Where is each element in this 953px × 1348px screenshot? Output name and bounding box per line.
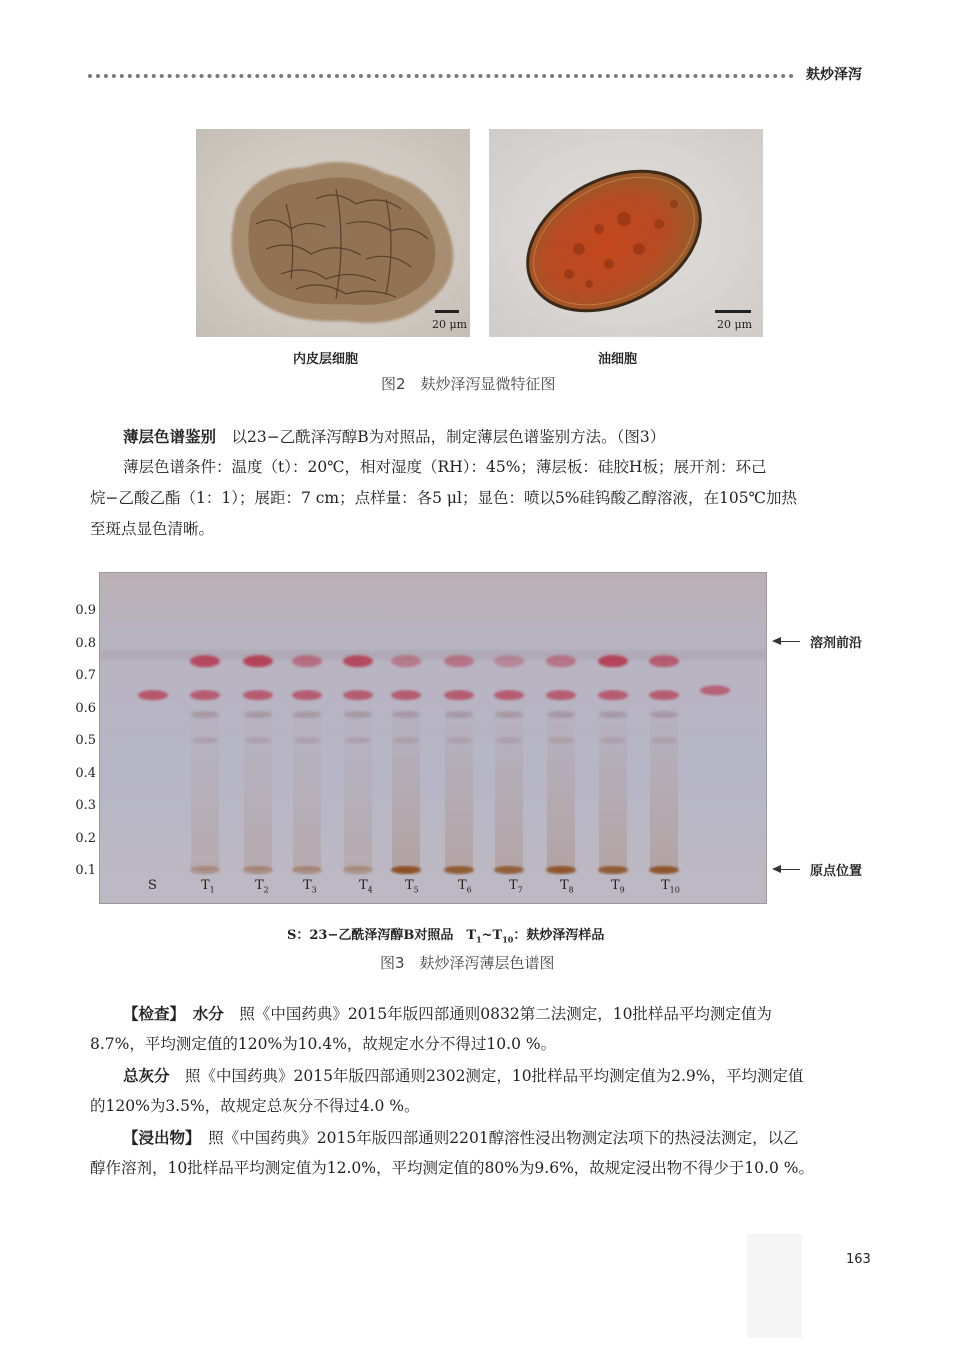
lane-smear (392, 708, 420, 870)
spot-upper (292, 655, 322, 667)
figure3-legend (287, 924, 604, 945)
spot-origin (292, 866, 322, 874)
spot-faint (293, 711, 321, 718)
spot-reference-right (700, 685, 730, 695)
spot-middle (649, 690, 679, 700)
spot-faint (445, 711, 473, 718)
spot-origin (598, 866, 628, 874)
micrograph-oil-cell (489, 129, 763, 337)
spot-middle (243, 690, 273, 700)
rf-tick: 0.6 (75, 701, 96, 716)
spot-origin (494, 866, 524, 874)
figure2-caption: 图2 麸炒泽泻显微特征图 (381, 375, 556, 393)
spot-faint (495, 711, 523, 718)
running-title: 麸炒泽泻 (806, 67, 862, 83)
extract-line1: 【浸出物】 照《中国药典》2015年版四部通则2201醇溶性浸出物测定法项下的热浸法测定，以乙 (123, 1128, 799, 1147)
tlc-intro-paragraph (90, 421, 866, 453)
spot-faint (599, 711, 627, 718)
lane-label-t2: $T_2$ (255, 878, 269, 895)
rf-tick: 0.2 (75, 831, 96, 846)
micrograph-endodermis (196, 129, 470, 337)
extract-heading: 【浸出物】 (123, 1128, 193, 1147)
spot-origin (546, 866, 576, 874)
spot-origin (391, 866, 421, 874)
lane-label-t4: $T_4$ (359, 878, 373, 895)
spot-upper (598, 655, 628, 667)
spot-middle (494, 690, 524, 700)
lane-label-t9: $T_9$ (611, 878, 625, 895)
spot-faint (393, 738, 419, 744)
spot-faint (392, 711, 420, 718)
spot-upper (444, 655, 474, 667)
spot-faint (548, 738, 574, 744)
lane-label-t5: $T_5$ (405, 878, 419, 895)
spot-middle (190, 690, 220, 700)
inspection-water-line1: 【检查】 水分 照《中国药典》2015年版四部通则0832第二法测定，10批样品平均测定值为 (123, 1004, 772, 1023)
lane-smear (191, 708, 219, 870)
inspection-ash-line1: 总灰分 照《中国药典》2015年版四部通则2302测定，10批样品平均测定值为2.9%，平均测定值 (123, 1066, 804, 1085)
tlc-intro: 以23−乙酰泽泻醇B为对照品，制定薄层色谱鉴别方法。（图3） (231, 428, 666, 446)
spot-faint (345, 738, 371, 744)
spot-origin (190, 866, 220, 874)
image-label-oil-cell: 油细胞 (598, 352, 638, 367)
extract-line2: 醇作溶剂，10批样品平均测定值为12.0%，平均测定值的80%为9.6%，故规定浸出物不得少于10.0 %。 (90, 1159, 814, 1177)
page-tab-shade (747, 1234, 802, 1338)
spot-faint (244, 711, 272, 718)
rf-tick: 0.3 (75, 798, 96, 813)
lane-smear (650, 708, 678, 870)
rf-tick: 0.5 (75, 733, 96, 748)
scale-bar (435, 310, 459, 313)
origin-label: 原点位置 (810, 864, 863, 879)
spot-origin (649, 866, 679, 874)
rf-tick: 0.1 (75, 863, 96, 878)
spot-middle (444, 690, 474, 700)
inspection-water-line2: 8.7%，平均测定值的120%为10.4%，故规定水分不得过10.0 %。 (90, 1035, 557, 1053)
spot-faint (496, 738, 522, 744)
spot-faint (344, 711, 372, 718)
spot-middle (598, 690, 628, 700)
spot-upper (546, 655, 576, 667)
lane-smear (344, 708, 372, 870)
origin-arrow-line (778, 869, 800, 870)
spot-middle (343, 690, 373, 700)
endodermis-cell-drawing (196, 129, 470, 337)
spot-faint (245, 738, 271, 744)
ash-heading: 总灰分 (123, 1066, 170, 1085)
image-label-endodermis: 内皮层细胞 (293, 352, 359, 367)
lane-smear (547, 708, 575, 870)
rf-tick: 0.8 (75, 636, 96, 651)
spot-upper (243, 655, 273, 667)
lane-label-t1: $T_1$ (201, 878, 215, 895)
spot-middle (292, 690, 322, 700)
rf-tick: 0.7 (75, 668, 96, 683)
lane-label-t6: $T_6$ (458, 878, 472, 895)
spot-upper (391, 655, 421, 667)
spot-origin (444, 866, 474, 874)
header-dotted-rule (88, 74, 794, 78)
lane-smear (599, 708, 627, 870)
lane-label-t8: $T_8$ (560, 878, 574, 895)
figure3-caption: 图3 麸炒泽泻薄层色谱图 (380, 954, 555, 972)
spot-faint (547, 711, 575, 718)
water-heading: 水分 (192, 1004, 224, 1023)
rf-tick: 0.4 (75, 766, 96, 781)
spot-faint (446, 738, 472, 744)
inspection-heading: 【检查】 (123, 1004, 178, 1023)
solvent-front-arrow-head (772, 637, 781, 645)
page-number: 163 (846, 1252, 871, 1267)
scale-bar (715, 310, 751, 313)
spot-middle (391, 690, 421, 700)
tlc-conditions-line3: 至斑点显色清晰。 (90, 520, 215, 538)
lane-label-t3: $T_3$ (303, 878, 317, 895)
lane-label-s: S (148, 878, 157, 893)
spot-faint (191, 711, 219, 718)
origin-arrow-head (772, 865, 781, 873)
tlc-plate-drawing (99, 572, 767, 904)
spot-faint (192, 738, 218, 744)
inspection-ash-line2: 的120%为3.5%，故规定总灰分不得过4.0 %。 (90, 1097, 420, 1115)
scale-label: 20 μm (432, 318, 468, 331)
spot-middle (546, 690, 576, 700)
lane-smear (293, 708, 321, 870)
legend-s: S：23−乙酰泽泻醇B对照品 (287, 928, 454, 943)
spot-upper (343, 655, 373, 667)
oil-cell-drawing (489, 129, 763, 337)
tlc-conditions-line2: 烷−乙酸乙酯（1：1）；展距：7 cm；点样量：各5 μl；显色：喷以5%硅钨酸乙醇溶液，在105℃加热 (90, 489, 797, 507)
spot-upper (494, 655, 524, 667)
lane-smear (244, 708, 272, 870)
lane-smear (445, 708, 473, 870)
spot-upper (649, 655, 679, 667)
spot-faint (600, 738, 626, 744)
spot-origin (243, 866, 273, 874)
spot-faint (651, 738, 677, 744)
spot-reference (138, 690, 168, 700)
spot-origin (343, 866, 373, 874)
spot-faint (650, 711, 678, 718)
tlc-plate (99, 572, 767, 904)
spot-faint (294, 738, 320, 744)
solvent-front-label: 溶剂前沿 (810, 636, 863, 651)
tlc-conditions-line1: 薄层色谱条件：温度（t）：20℃，相对湿度（RH）：45%；薄层板：硅胶H板；展开剂：环己 (123, 458, 767, 476)
rf-tick: 0.9 (75, 603, 96, 618)
legend-t: $T_1\sim T_{10}$：麸炒泽泻样品 (466, 928, 605, 945)
lane-label-t7: $T_7$ (509, 878, 523, 895)
lane-smear (495, 708, 523, 870)
tlc-heading: 薄层色谱鉴别 (123, 427, 217, 446)
spot-upper (190, 655, 220, 667)
lane-label-t10: $T_{10}$ (661, 878, 680, 895)
solvent-front-arrow-line (778, 641, 800, 642)
scale-label: 20 μm (717, 318, 753, 331)
